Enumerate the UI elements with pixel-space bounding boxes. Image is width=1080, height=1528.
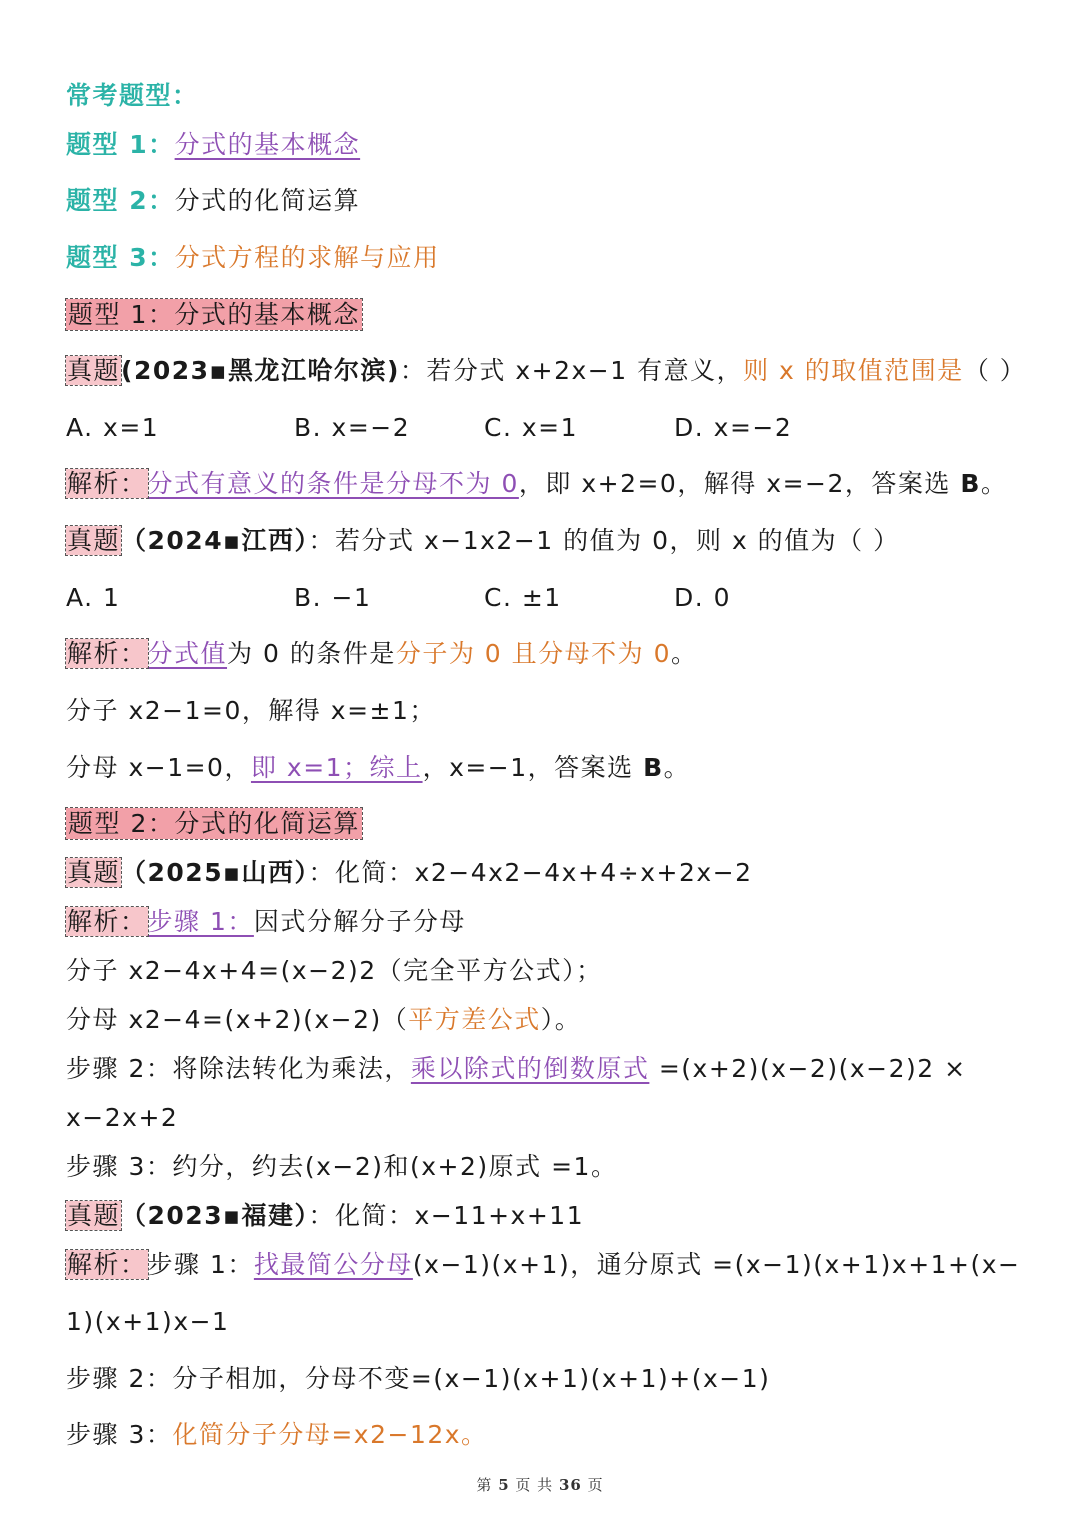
option-b: B. x=−2	[294, 413, 411, 442]
question-2-analysis-line-3	[66, 750, 690, 786]
question-tag: 真题	[67, 526, 121, 555]
toc-item-1	[66, 127, 360, 163]
analysis-tag: 解析：	[67, 469, 147, 498]
analysis-text: 为 0 的条件是	[227, 639, 396, 668]
analysis-link[interactable]: 即 x=1；综上	[250, 753, 423, 782]
analysis-text: 步骤 2：将除法转化为乘法，	[66, 1054, 411, 1083]
analysis-text: 分母 x2−4=(x+2)(x−2)（	[66, 1005, 409, 1034]
analysis-tag: 解析：	[67, 639, 147, 668]
analysis-text: 步骤 3：	[66, 1420, 173, 1449]
toc-label: 题型 2：	[66, 186, 175, 215]
analysis-text: =(x+2)(x−2)(x−2)2 ×	[649, 1054, 967, 1083]
question-source: （2023▪福建）	[121, 1201, 309, 1230]
analysis-text: 因式分解分子分母	[253, 907, 466, 936]
answer-letter: B	[643, 753, 664, 782]
question-tag: 真题	[67, 356, 121, 385]
analysis-end: 。	[671, 639, 698, 668]
option-c: C. ±1	[484, 583, 562, 612]
option-a: A. 1	[66, 583, 121, 612]
footer-text: 页	[581, 1476, 604, 1494]
question-3-line-5: x−2x+2	[66, 1103, 179, 1132]
question-3-line-3	[66, 1002, 581, 1038]
question-3-analysis	[66, 904, 466, 940]
analysis-text: 步骤 1：	[147, 1250, 254, 1279]
analysis-link[interactable]: 步骤 1：	[147, 907, 254, 936]
analysis-text: (x−1)(x+1)，通分原式 =(x−1)(x+1)x+1+(x−	[412, 1250, 1021, 1279]
question-4-analysis	[66, 1247, 1021, 1283]
toc-text: 分式方程的求解与应用	[174, 243, 440, 272]
analysis-tag: 解析：	[67, 1250, 147, 1279]
question-2-analysis-line-2: 分子 x2−1=0，解得 x=±1；	[66, 696, 436, 725]
section-title-box: 题型 2：分式的化简运算	[68, 809, 360, 838]
analysis-link[interactable]: 分式值	[147, 639, 228, 668]
toc-link[interactable]: 分式的基本概念	[174, 130, 361, 159]
analysis-highlight: 分子为 0 且分母不为 0	[395, 639, 671, 668]
question-text: ：化简：x2−4x2−4x+4÷x+2x−2	[308, 858, 753, 887]
analysis-end: 。	[980, 469, 1008, 498]
option-b: B. −1	[294, 583, 372, 612]
option-c: C. x=1	[484, 413, 578, 442]
analysis-link[interactable]: 分式有意义的条件是分母不为 0	[147, 469, 519, 498]
analysis-text: ）。	[540, 1005, 582, 1034]
question-tag: 真题	[67, 1201, 121, 1230]
page-heading: 常考题型：	[66, 81, 199, 110]
section-title-1	[66, 297, 362, 333]
question-1-analysis	[66, 466, 1007, 502]
question-4-line-4	[66, 1417, 488, 1453]
question-source: (2023▪黑龙江哈尔滨)	[121, 356, 400, 385]
question-4-line-2: 1)(x+1)x−1	[66, 1307, 230, 1336]
analysis-link[interactable]: 乘以除式的倒数原式	[410, 1054, 650, 1083]
question-2-analysis	[66, 636, 698, 672]
analysis-tag: 解析：	[67, 907, 147, 936]
section-title-box: 题型 1：分式的基本概念	[68, 300, 360, 329]
footer-text: 第	[476, 1476, 499, 1494]
question-4-line-3: 步骤 2：分子相加，分母不变=(x−1)(x+1)(x+1)+(x−1)	[66, 1364, 771, 1393]
answer-letter: B	[960, 469, 981, 498]
question-1-stem	[66, 353, 1026, 389]
question-2-stem	[66, 523, 900, 559]
question-source: （2024▪江西）	[121, 526, 309, 555]
question-tag: 真题	[67, 858, 121, 887]
question-source: （2025▪山西）	[121, 858, 309, 887]
question-4-stem	[66, 1198, 584, 1234]
footer-text: 页 共	[509, 1476, 559, 1494]
total-page-count: 36	[558, 1476, 582, 1494]
toc-label: 题型 1：	[66, 130, 175, 159]
toc-item-3	[66, 240, 440, 276]
analysis-highlight: 化简分子分母=x2−12x。	[172, 1420, 488, 1449]
question-text: ：若分式 x+2x−1 有意义，	[399, 356, 744, 385]
question-text: ：若分式 x−1x2−1 的值为 0，则 x 的值为（ ）	[308, 526, 900, 555]
question-highlight: 则 x 的取值范围是	[743, 356, 964, 385]
toc-item-2	[66, 183, 360, 219]
option-d: D. 0	[674, 583, 732, 612]
analysis-link[interactable]: 找最简公分母	[253, 1250, 413, 1279]
question-text: ：化简：x−11+x+11	[308, 1201, 585, 1230]
analysis-highlight: 平方差公式	[408, 1005, 541, 1034]
question-3-line-2: 分子 x2−4x+4=(x−2)2（完全平方公式）；	[66, 956, 603, 985]
option-d: D. x=−2	[674, 413, 793, 442]
analysis-text: 分母 x−1=0，	[66, 753, 251, 782]
analysis-text: ，x=−1，答案选	[422, 753, 644, 782]
question-3-stem	[66, 855, 753, 891]
question-3-line-4	[66, 1051, 967, 1087]
toc-label: 题型 3：	[66, 243, 175, 272]
toc-text: 分式的化简运算	[174, 186, 361, 215]
question-blank: （ ）	[963, 356, 1027, 385]
question-3-line-6: 步骤 3：约分，约去(x−2)和(x+2)原式 =1。	[66, 1152, 618, 1181]
analysis-text: ，即 x+2=0，解得 x=−2，答案选	[518, 469, 961, 498]
section-title-2	[66, 806, 362, 842]
option-a: A. x=1	[66, 413, 160, 442]
page-footer	[0, 1474, 1080, 1495]
current-page-number: 5	[498, 1476, 510, 1494]
analysis-end: 。	[663, 753, 691, 782]
